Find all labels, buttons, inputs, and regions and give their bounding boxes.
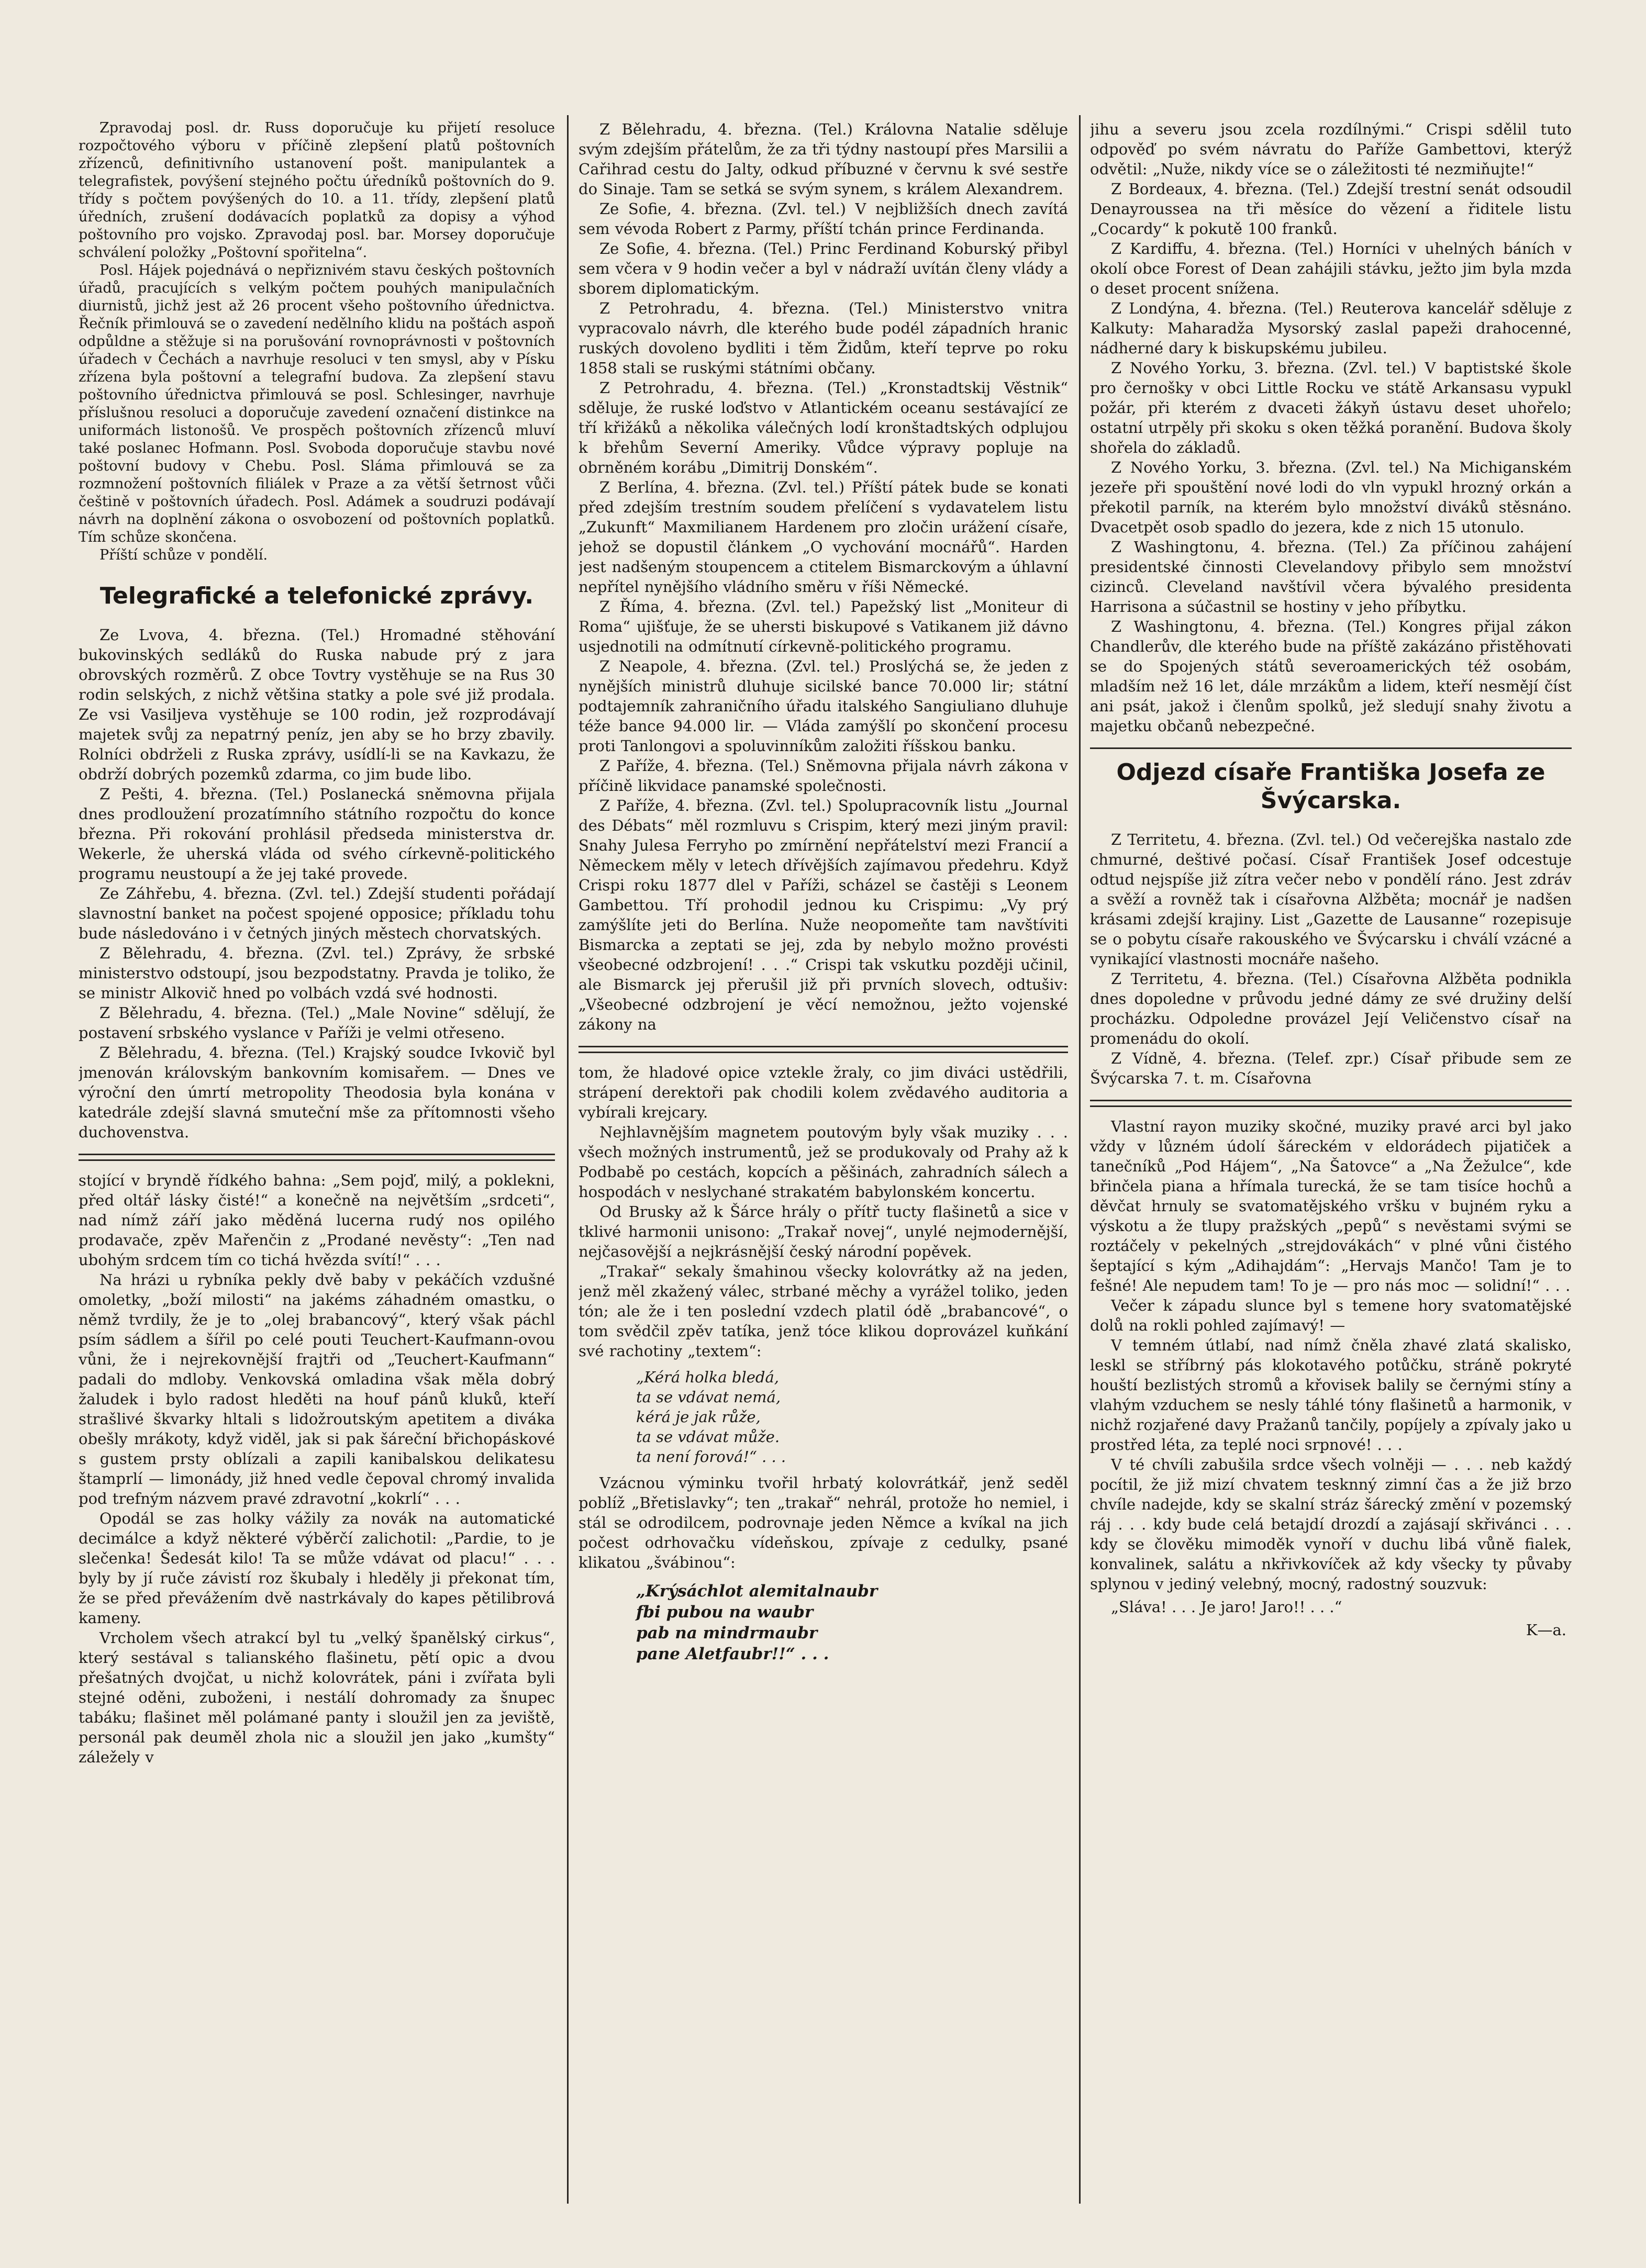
news-belehrad-1: Z Bělehradu, 4. března. (Zvl. tel.) Zprávy, že srbské ministerstvo odstoupí, jsou bezpodstatny. Pravda je toliko, že se ministr Alkovič hned po volbách vzdá své hodnosti. (79, 944, 555, 1002)
news-vienna: Z Vídně, 4. března. (Telef. zpr.) Císař přibude sem ze Švýcarska 7. t. m. Císařovna (1090, 1049, 1572, 1087)
section-heading-emperor: Odjezd císaře Františka Josefa ze Švýcarska. (1116, 759, 1545, 814)
news-lvov: Ze Lvova, 4. března. (Tel.) Hromadné stěhování bukovinských sedláků do Ruska nabude prý z jara obrovských rozměrů. Z obce Tovtry vystěhuje se na Rus 30 rodin selských, z nichž většina statky a pole své již prodala. Ze vsi Vasiljeva vystěhuje se 100 rodin, jež rozprodávají majetek svůj za nepatrný peníz, jen aby se ho brzy zbavily. Rolníci obdrželi z Ruska zprávy, usídlí-li se na Kavkazu, že obdrží dobrých pozemků zdarma, co jim bude libo. (79, 626, 555, 783)
news-zahreb: Ze Záhřebu, 4. března. (Zvl. tel.) Zdejší studenti pořádají slavnostní banket na počest spojené opposice; příkladu tohu bude následováno i v četných jiných městech chorvatských. (79, 885, 555, 942)
news-new-york-1: Z Nového Yorku, 3. března. (Zvl. tel.) V baptistské škole pro černošky v obci Little Rocku ve státě Arkansasu vypukl požár, při kterém z dvaceti žákyň ústavu deset uhořelo; ostatní utrpěly při skoku s oken těžká poranění. Budova školy shořela do základů. (1090, 359, 1572, 456)
section-heading-telegraph-news: Telegrafické a telefonické zprávy. (99, 583, 534, 609)
news-rim: Z Říma, 4. března. (Zvl. tel.) Papežský list „Moniteur di Roma“ ujišťuje, že se uhersti biskupové s Vatikanem již dávno usjednotili na odmítnutí církevně-politického programu. (579, 598, 1068, 655)
parliament-report-para-1: Zpravodaj posl. dr. Russ doporučuje ku přijetí resoluce rozpočtového výboru v příčině zlepšení platů poštovních zřízenců, definitivního ustanovení pošt. manipulantek a telegrafistek, povýšení stejného počtu úředníků poštovních do 9. třídy s počtem povýšených do 10. a 11. třídy, zlepšení platů úředních, zrušení dodávacích poplatků za dopisy a výhod poštovního pro vojsko. Zpravodaj posl. bar. Morsey doporučuje schválení položky „Poštovní spořitelna“. (79, 120, 555, 261)
feuilleton-divider-2 (579, 1046, 1068, 1053)
column-2 (579, 119, 1068, 2203)
news-petrohrad-1: Z Petrohradu, 4. března. (Tel.) Ministerstvo vnitra vypracovalo návrh, dle kterého bude podél západních hranic ruských dovoleno bydliti i těm Židům, kteří teprve po roku 1858 stali se ruskými státními občany. (579, 299, 1068, 377)
news-petrohrad-2: Z Petrohradu, 4. března. (Tel.) „Kronstadtskij Věstnik“ sděluje, že ruské loďstvo v Atlantickém oceanu sestávající ze tří křižáků a několika válečných lodí kronštadtských odplujou k břehům Severní Ameriky. Vůdce výpravy popluje na obrněném korábu „Dimitrij Donském“. (579, 379, 1068, 476)
fraktur-line: pab na mindrmaubr (636, 1624, 818, 1643)
column-rule-2 (1079, 115, 1081, 2204)
fraktur-verse (636, 1581, 1068, 1664)
news-pariz-1: Z Paříže, 4. března. (Tel.) Sněmovna přijala návrh zákona v příčině likvidace panamské společnosti. (579, 757, 1068, 795)
news-pest: Z Pešti, 4. března. (Tel.) Poslanecká sněmovna přijala dnes prodloužení prozatímního státního rozpočtu do konce března. Při rokování prohlásil předseda ministerstva dr. Wekerle, že uherská vláda od svého církevně-politického programu neustoupí a že jej také provede. (79, 785, 555, 882)
feuilleton-para-1: stojící v bryndě řídkého bahna: „Sem pojď, milý, a poklekni, před oltář lásky čisté!“ a konečně na největším „srdceti“, nad nímž září jako měděná lucerna rudý nos opilého prodavače, zpěv Mařenčin z „Prodané nevěsty“: „Ten nad ubohým srdcem tím co tichá hvězda svítí!“ . . . (79, 1171, 555, 1269)
feuilleton-para-4: Vrcholem všech atrakcí byl tu „velký španělský cirkus“, který sestával s talianského flašinetu, pětí opic a dvou přešatných dvojčat, u nichž kolovrátek, páni i zvířata byli stejné oděni, zuboženi, i nestálí dohromady za šnupec tabáku; flašinet měl polámané panty i sloužil jen za jeviště, personál pak deuměl zhola nic a sloužil jen jako „kumšty“ záležely v (79, 1629, 555, 1766)
news-new-york-2: Z Nového Yorku, 3. března. (Zvl. tel.) Na Michiganském jezeře při spouštění nové lodi do vln vypukl hrozný orkán a překotil parník, na kterém bylo množství diváků stěsnáno. Dvacetpět osob spadlo do jezera, kde z nich 15 utonulo. (1090, 459, 1572, 536)
parliament-report-para-2: Posl. Hájek pojednává o nepřiznivém stavu českých poštovních úřadů, pracujících s velkým počtem pouhých manipulačních diurnistů, jichž jest až 26 procent všeho poštovního úřednictva. Řečník přimlouvá se o zavedení nedělního klidu na poštách aspoň odpůldne a stěžuje si na porušování rovnoprávnosti v poštovních úřadech v Čechách a navrhuje resoluci v ten smysl, aby v Písku zřízena byla poštovní a telegrafní budova. Za zlepšení stavu poštovního úřednictva přimlouvá se posl. Schlesinger, navrhuje příslušnou resoluci a doporučuje zavedení označení distinkce na uniformách listonošů. Ve prospěch poštovních zřízenců mluví také poslanec Hofmann. Posl. Svoboda doporučuje stavbu nové poštovní budovy v Chebu. Posl. Sláma přimlouvá se za rozmnožení poštovních filiálek v Praze a za větší šetrnost vůči češtině v poštovních úřadech. Posl. Adámek a soudruzi podávají návrh na doplnění zákona o osvobození od poštovních poplatků. Tím schůze skončena. (79, 262, 555, 545)
feuilleton-closing: „Sláva! . . . Je jaro! Jaro!! . . .“ (1111, 1598, 1342, 1616)
news-washington-1: Z Washingtonu, 4. března. (Tel.) Za příčinou zahájení presidentské činnosti Clevelandovy přibylo sem množství cizinců. Cleveland navštívil včera bývalého presidenta Harrisona a súčastnil se hostiny v jeho příbytku. (1090, 538, 1572, 616)
fraktur-line: „Krýsáchlot alemitalnaubr (636, 1582, 878, 1601)
news-territet-2: Z Territetu, 4. března. (Tel.) Císařovna Alžběta podnikla dnes dopoledne v průvodu jedné dámy ze své družiny delší procházku. Odpoledne provázel Její Veličenstvo císař na promenádu do okolí. (1090, 970, 1572, 1047)
feuilleton-para-8: „Trakař“ sekaly šmahinou všecky kolovrátky až na jeden, jenž měl zkažený válec, strbané měchy a vyrážel toliko, jeden tón; ale že i ten poslední vzdech platil ódě „brabancové“, o tom svědčil zpěv tatíka, jenž tóce klikou doprovázel kuňkání své rachotiny „textem“: (579, 1263, 1068, 1360)
fraktur-line: fbi pubou na waubr (636, 1603, 814, 1622)
feuilleton-para-3: Opodál se zas holky vážily za novák na automatické decimálce a když některé výběrčí zalichotil: „Pardie, to je slečenka! Šedesát kilo! Ta se může vdávat od placu!“ . . . byly by jí ruče závistí roz škubaly i hleděly ji překonat tím, že se před převážením dvě nastrkávaly do kapes pětilibrová kameny. (79, 1510, 555, 1627)
feuilleton-para-10: Vlastní rayon muziky skočné, muziky pravé arci byl jako vždy v lůzném údolí šáreckém v eldorádech pijatiček a tanečníků „Pod Hájem“, „Na Šatovce“ a „Na Žežulce“, kde břinčela piana a hřímala turecká, že se tam tisíce hochů a děvčat hrnuly se svatomatějského vršku v bujném ryku a výskotu a že tlupy pražských „pepů“ s nevěstami svými se roztáčely v pekelných „strejdovákách“ v plné vůni čistého šeptající s kým „Adihajdám“: „Hervajs Mančo! Tam je to fešné! Ale nepudem tam! To je — pro nás moc — solidní!“ . . . (1090, 1118, 1572, 1294)
feuilleton-divider-3 (1090, 1100, 1572, 1107)
news-london: Z Londýna, 4. března. (Tel.) Reuterova kancelář sděluje z Kalkuty: Maharadža Mysorský zaslal papeži drahocenné, nádherné dary k biskupskému jubileu. (1090, 299, 1572, 357)
news-territet-1: Z Territetu, 4. března. (Zvl. tel.) Od večerejška nastalo zde chmurné, deštivé počasí. Císař František Josef odcestuje odtud nejspíše již zítra večer nebo v pondělí ráno. Jest zdráv a svěží a rovněž tak i císařovna Alžběta; mocnář je nadšen krásami zdejší krajiny. List „Gazette de Lausanne“ rozepisuje se o pobytu císaře rakouského ve Švýcarsku i chválí vzácné a vynikající vlastnosti mocnáře našeho. (1090, 831, 1572, 968)
news-pariz-2: Z Paříže, 4. března. (Zvl. tel.) Spolupracovník listu „Journal des Débats“ měl rozmluvu s Crispim, který mezi jiným pravil: Snahy Julesa Ferryho po zmírnění nepřátelství mezi Francií a Německem měly v letech dřívějších zajímavou předehru. Když Crispi roku 1877 dlel v Paříži, scházel se častěji s Leonem Gambettou. Tří prohodil jednou ku Crispimu: „Vy prý zamýšlíte jeti do Berlína. Nuže neopomeňte tam navštíviti Bismarcka a zeptati se jej, zda by nebylo možno provésti všeobecné odzbrojení! . . .“ Crispi tak vskutku později učinil, ale Bismarck jej přerušil již při prvních slovech, odtušiv: „Všeobecné odzbrojení je věcí nemožnou, ježto vojenské zákony na (579, 797, 1068, 1033)
feuilleton-para-2: Na hrázi u rybníka pekly dvě baby v pekáčích vzdušné omoletky, „boží milosti“ na jakéms záhadném omastku, o němž tvrdily, že je to „olej brabancový“, který však páchl psím sádlem a šířil po celé pouti Teuchert-Kaufmann-ovou vůni, že i nejrekovnější frajtři od „Teuchert-Kaufmann“ padali do mdloby. Venkovská omladina však měla dobrý žaludek i bylo radost hleděti na houf pánů kluků, kteří strašlivé škvarky hltali s lidožroutským apetitem a diváka obešly mrákoty, když viděl, jak si pak šáreční břichopáskové s gustem prsty oblízali a zapili kanibalskou delikatesu štamprlí — limonády, již hned vedle čepoval chromý invalida pod trefným názvem pravé zdravotní „kokrlí“ . . . (79, 1271, 555, 1507)
verse-line: „Kérá holka bledá, (636, 1368, 780, 1386)
news-belehrad-natalie: Z Bělehradu, 4. března. (Tel.) Královna Natalie sděluje svým zdejším přátelům, že za tři týdny nastoupí přes Marsilii a Cařihrad cestu do Jalty, odkud příbuzné v červnu k své sestře do Sinaje. Tam se setká se svým synem, s králem Alexandrem. (579, 120, 1068, 198)
news-belehrad-3: Z Bělehradu, 4. března. (Tel.) Krajský soudce Ivkovič byl jmenován královským bankovním komisařem. — Dnes ve výroční den úmrtí metropolity Theodosia byla konána v katedrále zdejší slavná smuteční mše za přítomnosti všeho duchovenstva. (79, 1044, 555, 1141)
feuilleton-para-7: Od Brusky až k Šárce hrály o přítř tucty flašinetů a sice v tklivé harmonii unisono: „Trakař novej“, unylé nejmodernější, nejčasovější a nejkrásnější český národní popěvek. (579, 1203, 1068, 1260)
news-belehrad-2: Z Bělehradu, 4. března. (Tel.) „Male Novine“ sdělují, že postavení srbského vyslance v Paříži je velmi otřeseno. (79, 1004, 555, 1042)
verse-line: ta se vdávat nemá, (636, 1388, 781, 1406)
column-rule-1 (567, 115, 569, 2204)
feuilleton-para-6: Nejhlavnějším magnetem poutovým byly však muziky . . . všech možných instrumentů, jež se produkovaly od Prahy až k Podbabě po cestách, kopcích a pěšinách, zahradních sálech a hospodách v neslychané strakatém babylonském koncertu. (579, 1123, 1068, 1201)
news-washington-2: Z Washingtonu, 4. března. (Tel.) Kongres přijal zákon Chandlerův, dle kterého bude na příště zakázáno přistěhovati se do Spojených států severoamerických též osobám, mladším než 16 let, dále mrzákům a lidem, kteří nesmějí číst ani psát, jakož i členům spolků, jež sledují snahy životu a majetku občanů nebezpečné. (1090, 618, 1572, 735)
parliament-report-next-session: Příští schůze v pondělí. (99, 547, 268, 563)
verse-line: kérá je jak růže, (636, 1408, 761, 1426)
news-neapol: Z Neapole, 4. března. (Zvl. tel.) Proslýchá se, že jeden z nynějších ministrů dluhuje sicilské bance 70.000 lir; státní podtajemník zahraničního úřadu italského Sangiuliano dluhuje téže bance 94.000 lir. — Vláda zamýšlí po skončení procesu proti Tanlongovi a spoluvinníkům založiti říšskou banku. (579, 657, 1068, 755)
news-sofie-1: Ze Sofie, 4. března. (Zvl. tel.) V nejbližších dnech zavítá sem vévoda Robert z Parmy, příští tchán prince Ferdinanda. (579, 200, 1068, 238)
verse-line: ta není forová!“ . . . (636, 1448, 786, 1466)
feuilleton-para-13: V té chvíli zabušila srdce všech volněji — . . . neb každý pocítil, že již mizí chvatem tesknný zimní čas a že již brzo chvíle nadejde, kdy se skalní stráz šárecký změní v pozemský ráj . . . kdy bude celá betajdí drozdí a zajásají skřivánci . . . kdy se člověku mimoděk vynoří v duchu libá vůně fialek, konvalinek, salátu a nkřivkovíček až kdy všecky ty půvaby splynou v jediný velebný, mocný, radostný souzvuk: (1090, 1456, 1572, 1593)
feuilleton-para-5: tom, že hladové opice vztekle žraly, co jim diváci ustědřili, strápení derektoři pak chodili kolem zvědavého auditoria a vybírali krejcary. (579, 1064, 1068, 1121)
song-verse (636, 1367, 1068, 1467)
feuilleton-divider (79, 1154, 555, 1161)
column-3 (1090, 119, 1572, 2203)
verse-line: ta se vdávat může. (636, 1428, 780, 1446)
news-berlin: Z Berlína, 4. března. (Zvl. tel.) Příští pátek bude se konati před zdejším trestním soudem přelíčení s vydavatelem listu „Zukunft“ Maxmilianem Hardenem pro zločin urážení císaře, jehož se dopustil článkem „O vychování mocnářů“. Harden jest nadšeným stoupencem a ctitelem Bismarckovým a úhlavní nepřítel nynějšího vládního směru v říši Německé. (579, 478, 1068, 596)
feuilleton-para-12: V temném útlabí, nad nímž čněla zhavé zlatá skalisko, leskl se stříbrný pás klokotavého potůčku, stráně pokryté houští bezlistých stromů a křovisek balily se černými stíny a vlahým vzduchem se nesly táhlé tóny flašinetů a harmonik, v nichž rozjařené davy Pražanů tančily, popíjely a zpívaly jako u prostřed léta, za teplé noci srpnové! . . . (1090, 1336, 1572, 1454)
feuilleton-para-11: Večer k západu slunce byl s temene hory svatomatějské dolů na rokli pohled zajímavý! — (1090, 1297, 1572, 1334)
feuilleton-para-9: Vzácnou výminku tvořil hrbatý kolovrátkář, jenž seděl poblíž „Břetislavky“; ten „trakař“ nehrál, protože ho nemiel, i stál se odrodilcem, podrovnaje jeden Němce a kvíkal na jich počest odrhovačku vídeňskou, zpívaje z cedulky, psané klikatou „švábinou“: (579, 1474, 1068, 1571)
fraktur-line: pane Aletfaubr!!“ . . . (636, 1645, 829, 1663)
section-divider (1090, 747, 1572, 749)
column-1 (79, 119, 555, 2203)
author-signature: K—a. (1526, 1621, 1566, 1639)
news-sofie-2: Ze Sofie, 4. března. (Tel.) Princ Ferdinand Koburský přibyl sem včera v 9 hodin večer a byl v nádraží uvítán členy vlády a sborem diplomatickým. (579, 240, 1068, 297)
news-crispi-continued: jihu a severu jsou zcela rozdílnými.“ Crispi sdělil tuto odpověď po svém návratu do Paříže Gambettovi, kterýž odvětil: „Nuže, nikdy více se o záležitosti té nezmiňujte!“ (1090, 120, 1572, 178)
news-bordeaux: Z Bordeaux, 4. března. (Tel.) Zdejší trestní senát odsoudil Denayroussea na tři měsíce do vězení a řiditele listu „Cocardy“ k pokutě 100 franků. (1090, 180, 1572, 238)
news-kardiff: Z Kardiffu, 4. března. (Tel.) Horníci v uhelných báních v okolí obce Forest of Dean zahájili stávku, ježto jim byla mzda o deset procent snížena. (1090, 240, 1572, 297)
